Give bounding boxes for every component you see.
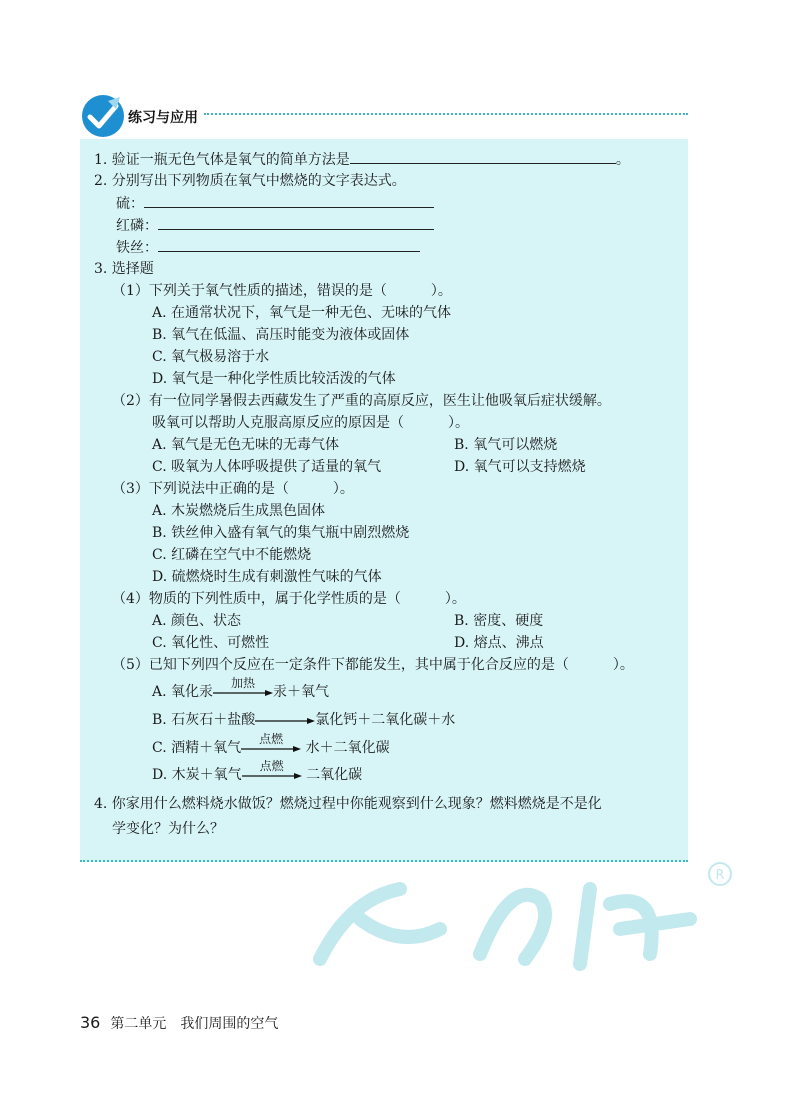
option-b: B. 氧气在低温、高压时能变为液体或固体 xyxy=(152,327,410,343)
option-c: C. 吸氧为人体呼吸提供了适量的氧气 xyxy=(152,459,382,475)
stem: （3）下列说法中正确的是（ xyxy=(112,481,289,497)
stem-end: ）。 xyxy=(430,283,452,299)
option-a: A. 颜色、状态 xyxy=(152,613,242,629)
option-c: C. 氧化性、可燃性 xyxy=(152,635,270,651)
reactants: D. 木炭＋氧气 xyxy=(152,767,242,783)
exercise-panel xyxy=(80,139,725,883)
reaction-arrow xyxy=(213,676,273,701)
item-label: 铁丝： xyxy=(116,240,158,256)
products: 汞＋氧气 xyxy=(273,684,330,700)
stem: （1）下列关于氧气性质的描述，错误的是（ xyxy=(112,283,387,299)
option-d: D. 氧气是一种化学性质比较活泼的气体 xyxy=(152,371,396,387)
sub-question-2-line2 xyxy=(152,414,469,432)
question-2-item-iron xyxy=(116,238,420,257)
option-d: D. 硫燃烧时生成有刺激性气味的气体 xyxy=(152,569,382,585)
option-d: D. 熔点、沸点 xyxy=(454,635,544,651)
stem-end: ）。 xyxy=(444,591,466,607)
sub-question-1 xyxy=(112,282,452,300)
question-1-end: 。 xyxy=(615,152,630,168)
page-footer xyxy=(80,1013,278,1033)
reaction-arrow xyxy=(255,711,315,729)
condition-label: 点燃 xyxy=(259,759,284,773)
stem-end: ）。 xyxy=(612,657,634,673)
products: 二氧化碳 xyxy=(301,767,363,783)
watermark-logo xyxy=(290,859,750,979)
sub-question-2: （2）有一位同学暑假去西藏发生了严重的高原反应，医生让他吸氧后症状缓解。 xyxy=(112,393,611,409)
stem-end: ）。 xyxy=(332,481,354,497)
sub-question-4 xyxy=(112,590,466,608)
answer-blank[interactable] xyxy=(350,150,616,164)
option-d: D. 氧气可以支持燃烧 xyxy=(454,459,586,475)
question-1-text: 1. 验证一瓶无色气体是氧气的简单方法是 xyxy=(94,152,350,168)
reaction-c xyxy=(152,732,390,757)
stem: （5）已知下列四个反应在一定条件下都能发生，其中属于化合反应的是（ xyxy=(112,657,569,673)
arrow-icon xyxy=(213,690,273,696)
sub-question-3 xyxy=(112,480,354,498)
option-a: A. 在通常状况下，氧气是一种无色、无味的气体 xyxy=(152,305,452,321)
option-b: B. 铁丝伸入盛有氧气的集气瓶中剧烈燃烧 xyxy=(152,525,410,541)
arrow-icon xyxy=(255,718,315,724)
option-c: C. 氧气极易溶于水 xyxy=(152,349,270,365)
products: 氯化钙＋二氧化碳＋水 xyxy=(315,712,456,728)
reactants: C. 酒精＋氧气 xyxy=(152,740,242,756)
chapter-title: 第二单元 我们周围的空气 xyxy=(110,1016,279,1032)
reactants: A. 氧化汞 xyxy=(152,684,214,700)
question-2-item-phosphorus xyxy=(116,216,434,235)
question-4: 4. 你家用什么燃料烧水做饭？燃烧过程中你能观察到什么现象？燃料燃烧是不是化 xyxy=(94,796,602,812)
option-b: B. 密度、硬度 xyxy=(454,613,544,629)
option-a: A. 氧气是无色无味的无毒气体 xyxy=(152,437,340,453)
stem: 吸氧可以帮助人克服高原反应的原因是（ xyxy=(152,415,404,431)
answer-blank[interactable] xyxy=(158,238,420,252)
reaction-a xyxy=(152,676,330,701)
reaction-d xyxy=(152,759,363,784)
option-c: C. 红磷在空气中不能燃烧 xyxy=(152,547,312,563)
header-divider xyxy=(204,113,688,115)
section-header xyxy=(80,93,688,139)
svg-text:R: R xyxy=(715,868,725,883)
question-3: 3. 选择题 xyxy=(94,261,154,277)
stem: （4）物质的下列性质中，属于化学性质的是（ xyxy=(112,591,401,607)
reaction-arrow xyxy=(241,732,301,757)
question-2-item-sulfur xyxy=(116,194,434,213)
section-title: 练习与应用 xyxy=(128,110,198,126)
pencil-check-icon xyxy=(80,93,126,139)
question-1 xyxy=(94,150,630,169)
condition-label: 加热 xyxy=(231,676,256,690)
item-label: 硫： xyxy=(116,196,144,212)
stem-end: ）。 xyxy=(448,415,469,431)
question-4-line2: 学变化？为什么？ xyxy=(112,821,224,837)
reaction-arrow xyxy=(242,759,302,784)
option-a: A. 木炭燃烧后生成黑色固体 xyxy=(152,503,326,519)
reaction-b xyxy=(152,711,455,729)
item-label: 红磷： xyxy=(116,218,158,234)
option-b: B. 氧气可以燃烧 xyxy=(454,437,558,453)
answer-blank[interactable] xyxy=(144,194,434,208)
arrow-icon xyxy=(241,746,301,752)
question-2: 2. 分别写出下列物质在氧气中燃烧的文字表达式。 xyxy=(94,173,406,189)
condition-label: 点燃 xyxy=(259,732,284,746)
arrow-icon xyxy=(242,773,302,779)
products: 水＋二氧化碳 xyxy=(301,740,390,756)
reactants: B. 石灰石＋盐酸 xyxy=(152,712,256,728)
page-number: 36 xyxy=(80,1013,101,1032)
answer-blank[interactable] xyxy=(158,216,434,230)
sub-question-5 xyxy=(112,656,634,674)
